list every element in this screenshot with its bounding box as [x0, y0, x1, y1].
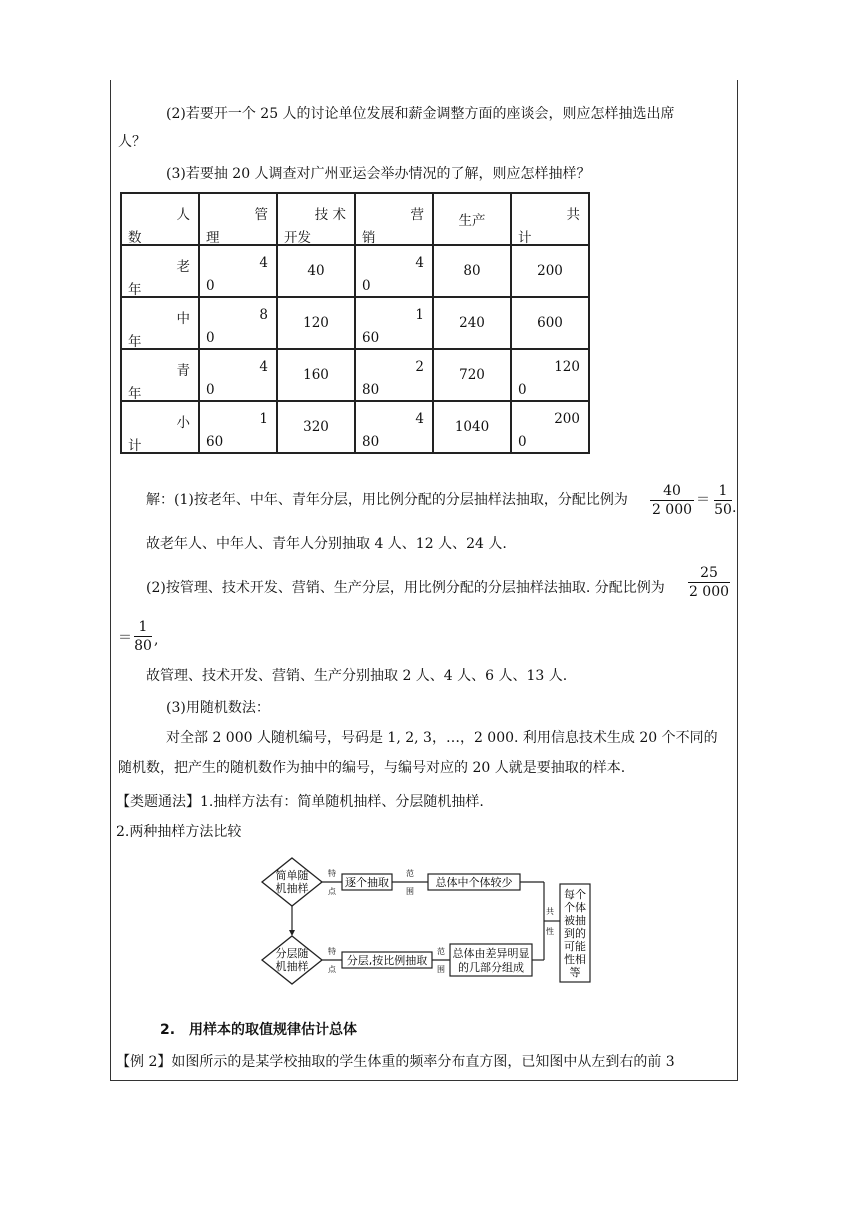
table-cell [511, 349, 589, 401]
cell-value-bottom: 80 [362, 434, 380, 450]
table-cell [355, 349, 433, 401]
table-cell [511, 193, 589, 245]
cell-value-bottom: 0 [518, 434, 527, 450]
cell-value-top: 4 [415, 411, 424, 427]
cell-value: 320 [303, 419, 329, 435]
cell-value-top: 人 [176, 207, 190, 223]
section-2-heading: 2. 用样本的取值规律估计总体 [160, 1022, 358, 1038]
table-cell [511, 297, 589, 349]
cell-value-top: 小 [176, 415, 190, 431]
cell-value-top: 8 [259, 307, 268, 323]
feature-label-1a: 特 [328, 869, 336, 878]
box-small-population-text: 总体中个体较少 [435, 876, 513, 889]
table-cell [433, 401, 511, 453]
table-cell [433, 245, 511, 297]
cell-value-bottom: 销 [362, 230, 376, 246]
result-line-7: 等 [569, 966, 581, 979]
solution-2: (2)按管理、技术开发、营销、生产分层，用比例分配的分层抽样法抽取. 分配比例为 [146, 580, 665, 596]
table-row [121, 401, 589, 453]
cell-value-top: 2 [415, 359, 424, 375]
table-cell [199, 245, 277, 297]
cell-value-bottom: 计 [518, 230, 532, 246]
cell-value: 720 [459, 367, 485, 383]
table-cell [511, 401, 589, 453]
table-cell [277, 193, 355, 245]
cell-value-top: 青 [176, 363, 190, 379]
common-label-b: 性 [546, 927, 554, 936]
table-cell [121, 193, 199, 245]
table-cell [355, 297, 433, 349]
cell-value-top: 营 [410, 207, 424, 223]
cell-value-bottom: 数 [128, 230, 142, 246]
cell-value-bottom: 年 [128, 386, 142, 402]
cell-value-bottom: 理 [206, 230, 220, 246]
fraction-1-80: 1 80 [134, 619, 152, 654]
down-arrow-icon [289, 930, 295, 936]
equals-sign: ＝ [696, 492, 710, 508]
range-label-1b: 围 [406, 887, 414, 896]
table-row [121, 349, 589, 401]
cell-value: 1040 [454, 419, 490, 435]
cell-value-top: 中 [176, 311, 190, 327]
box-one-by-one-text: 逐个抽取 [345, 876, 389, 889]
result-line-6: 性相 [564, 953, 586, 966]
cell-value: 120 [303, 315, 329, 331]
table-row [121, 245, 589, 297]
cell-value-top: 管 [254, 207, 268, 223]
cell-value-top: 120 [554, 359, 580, 375]
range-label-2a: 范 [437, 947, 445, 956]
table-cell [277, 401, 355, 453]
cell-value-top: 4 [259, 359, 268, 375]
cell-value-bottom: 0 [206, 330, 215, 346]
solution-2-result: 故管理、技术开发、营销、生产分别抽取 2 人、4 人、6 人、13 人. [146, 668, 568, 684]
table-row [121, 297, 589, 349]
result-line-4: 到的 [564, 927, 586, 940]
fraction-40-2000: 40 2 000 [651, 483, 693, 518]
cell-value: 80 [463, 263, 481, 279]
table-cell [277, 297, 355, 349]
cell-value-bottom: 0 [206, 278, 215, 294]
cell-value: 240 [459, 315, 485, 331]
range-label-1a: 范 [406, 869, 414, 878]
solution-1: 解：(1)按老年、中年、青年分层，用比例分配的分层抽样法抽取，分配比例为 [146, 492, 628, 508]
staff-table [120, 192, 590, 454]
cell-value-bottom: 年 [128, 282, 142, 298]
cell-value-bottom: 80 [362, 382, 380, 398]
diamond-stratified-label-1: 分层随 [275, 947, 309, 960]
cell-value-top: 老 [176, 259, 190, 275]
diamond-simple-label-1: 简单随 [275, 869, 309, 882]
table-cell [121, 245, 199, 297]
table-cell [277, 349, 355, 401]
table-cell [433, 297, 511, 349]
cell-value: 200 [537, 263, 563, 279]
sampling-comparison-diagram [258, 854, 598, 994]
cell-value-bottom: 0 [518, 382, 527, 398]
box-distinct-parts-text-1: 总体由差异明显 [452, 947, 530, 960]
cell-value-top: 4 [415, 255, 424, 271]
question-2: (2)若要开一个 25 人的讨论单位发展和薪金调整方面的座谈会，则应怎样抽选出席 [166, 106, 675, 122]
example-2: 【例 2】如图所示的是某学校抽取的学生体重的频率分布直方图，已知图中从左到右的前 3 [116, 1054, 675, 1070]
table-cell [433, 349, 511, 401]
comma: , [154, 632, 159, 648]
table-header-row [121, 193, 589, 245]
result-line-5: 可能 [564, 940, 586, 953]
tip-2: 2.两种抽样方法比较 [116, 824, 242, 840]
table-cell [355, 193, 433, 245]
table-cell [355, 245, 433, 297]
cell-value-bottom: 60 [206, 434, 224, 450]
feature-label-2b: 点 [328, 965, 336, 974]
solution-3: (3)用随机数法： [166, 700, 270, 716]
table-cell [121, 349, 199, 401]
cell-value-bottom: 0 [362, 278, 371, 294]
feature-label-1b: 点 [328, 887, 336, 896]
common-label-a: 共 [546, 907, 554, 916]
table-cell [121, 297, 199, 349]
fraction-25-2000: 25 2 000 [688, 565, 730, 600]
cell-value: 40 [307, 263, 325, 279]
table-cell [199, 401, 277, 453]
table-cell [355, 401, 433, 453]
table-cell [433, 193, 511, 245]
cell-value: 生产 [458, 213, 486, 229]
cell-value-top: 技 术 [314, 207, 346, 223]
table-cell [277, 245, 355, 297]
table-cell [199, 193, 277, 245]
cell-value-top: 1 [259, 411, 268, 427]
cell-value-bottom: 60 [362, 330, 380, 346]
range-label-2b: 围 [437, 965, 445, 974]
question-2-continued: 人？ [118, 134, 146, 150]
cell-value: 600 [537, 315, 563, 331]
period: . [732, 500, 737, 516]
cell-value-top: 4 [259, 255, 268, 271]
box-proportional-text: 分层,按比例抽取 [346, 954, 428, 967]
box-distinct-parts-text-2: 的几部分组成 [458, 961, 524, 974]
cell-value-top: 1 [415, 307, 424, 323]
cell-value-top: 共 [566, 207, 580, 223]
table-cell [121, 401, 199, 453]
question-3: (3)若要抽 20 人调查对广州亚运会举办情况的了解，则应怎样抽样？ [166, 166, 591, 182]
diamond-stratified-label-2: 机抽样 [275, 960, 309, 973]
result-line-3: 被抽 [564, 914, 586, 927]
result-line-1: 每个 [564, 888, 586, 901]
equals-sign-2: ＝ [118, 630, 132, 646]
table-cell [199, 349, 277, 401]
cell-value-bottom: 开发 [284, 230, 311, 246]
solution-3-line-2: 随机数，把产生的随机数作为抽中的编号，与编号对应的 20 人就是要抽取的样本. [118, 760, 626, 776]
table-cell [199, 297, 277, 349]
feature-label-2a: 特 [328, 947, 336, 956]
diamond-simple-label-2: 机抽样 [275, 882, 309, 895]
cell-value-bottom: 计 [128, 438, 142, 454]
cell-value: 160 [303, 367, 329, 383]
table-cell [511, 245, 589, 297]
cell-value-bottom: 年 [128, 334, 142, 350]
fraction-1-50: 1 50 [714, 483, 732, 518]
solution-3-line-1: 对全部 2 000 人随机编号，号码是 1, 2, 3，…，2 000. 利用信息技术生成 20 个不同的 [166, 730, 718, 746]
solution-1-result: 故老年人、中年人、青年人分别抽取 4 人、12 人、24 人. [146, 536, 507, 552]
result-line-2: 个体 [564, 901, 586, 914]
cell-value-bottom: 0 [206, 382, 215, 398]
tip-1: 【类题通法】1.抽样方法有：简单随机抽样、分层随机抽样. [116, 794, 484, 810]
cell-value-top: 200 [554, 411, 580, 427]
